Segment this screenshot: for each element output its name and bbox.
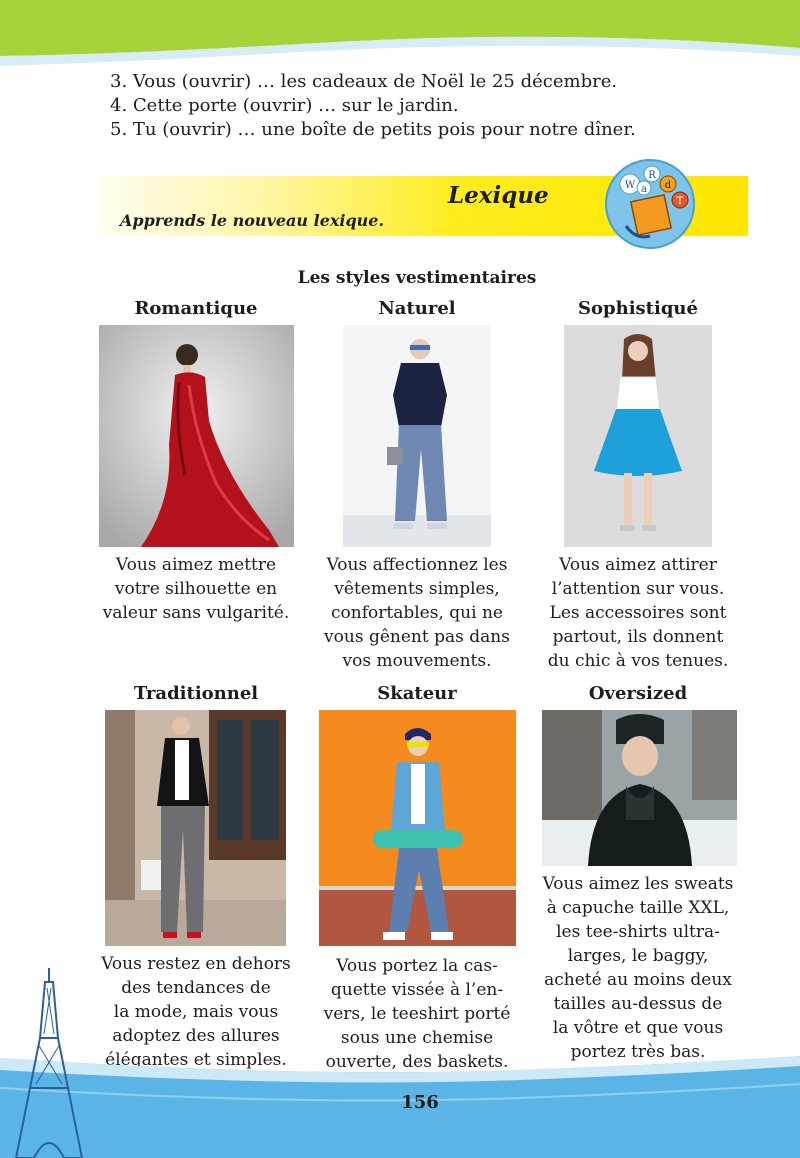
style-title-romantique: Romantique [134, 298, 258, 319]
photo-oversized [542, 710, 737, 866]
lexique-emblem-icon [600, 154, 700, 254]
caption-line: Vous aimez attirer [559, 555, 717, 575]
photo-sophistique [564, 325, 712, 547]
caption-line: Vous affectionnez les [326, 555, 508, 575]
caption-line: Les accessoires sont [549, 603, 727, 623]
top-decorative-band [0, 0, 800, 80]
caption-line: partout, ils donnent [552, 627, 724, 647]
caption-line: valeur sans vulgarité. [102, 603, 290, 623]
style-title-traditionnel: Traditionnel [133, 683, 259, 704]
photo-traditionnel [105, 710, 286, 946]
lexique-title: Lexique [448, 182, 549, 209]
caption-line: Vous restez en dehors [101, 954, 291, 974]
photo-skateur [319, 710, 516, 946]
emblem-letter: W [624, 180, 636, 191]
caption-line: Vous portez la cas- [336, 956, 498, 976]
caption-line: vêtements simples, [334, 579, 500, 599]
style-title-oversized: Oversized [588, 683, 688, 704]
caption-line: Vous aimez les sweats [542, 874, 734, 894]
emblem-letter: a [641, 184, 647, 195]
style-title-skateur: Skateur [377, 683, 457, 704]
exercise-item: 5. Tu (ouvrir) … une boîte de petits pois pour notre dîner. [110, 119, 636, 140]
caption-line: Vous aimez mettre [115, 555, 277, 575]
caption-line: élégantes et simples. [105, 1050, 287, 1070]
caption-line: la mode, mais vous [113, 1002, 279, 1022]
caption-line: acheté au moins deux [544, 970, 732, 990]
section-title: Les styles vestimentaires [297, 268, 537, 288]
caption-line: confortables, qui ne [331, 603, 503, 623]
caption-line: adoptez des allures [112, 1026, 280, 1046]
caption-line: quette vissée à l’en- [330, 980, 504, 1000]
emblem-letter: T [676, 196, 684, 207]
caption-line: votre silhouette en [114, 579, 278, 599]
caption-romantique [76, 553, 316, 625]
exercise-list [110, 70, 636, 142]
caption-line: vos mouvements. [342, 651, 492, 671]
exercise-item: 4. Cette porte (ouvrir) … sur le jardin. [110, 95, 459, 116]
emblem-letter: d [664, 180, 672, 191]
caption-line: l’attention sur vous. [551, 579, 725, 599]
photo-romantique [99, 325, 294, 547]
caption-naturel [297, 553, 537, 673]
page-number: 156 [401, 1092, 439, 1113]
style-title-naturel: Naturel [378, 298, 456, 319]
style-title-sophistique: Sophistiqué [578, 298, 698, 319]
lexique-subtitle: Apprends le nouveau lexique. [120, 211, 385, 230]
caption-oversized [518, 872, 758, 1064]
emblem-letter: R [648, 170, 656, 181]
exercise-item: 3. Vous (ouvrir) … les cadeaux de Noël le 25 décembre. [110, 71, 618, 92]
caption-line: larges, le baggy, [567, 946, 709, 966]
caption-line: vous gênent pas dans [324, 627, 510, 647]
caption-line: des tendances de [121, 978, 271, 998]
caption-line: à capuche taille XXL, [546, 898, 730, 918]
caption-line: sous une chemise [340, 1028, 494, 1048]
photo-naturel [343, 325, 491, 547]
eiffel-tower-icon [14, 968, 84, 1158]
caption-line: ouverte, des baskets. [325, 1052, 509, 1072]
caption-line: tailles au-dessus de [553, 994, 723, 1014]
caption-line: vers, le teeshirt porté [323, 1004, 511, 1024]
caption-line: portez très bas. [570, 1042, 706, 1062]
caption-line: les tee-shirts ultra- [556, 922, 720, 942]
caption-sophistique [518, 553, 758, 673]
caption-line: la vôtre et que vous [552, 1018, 724, 1038]
caption-line: du chic à vos tenues. [547, 651, 729, 671]
